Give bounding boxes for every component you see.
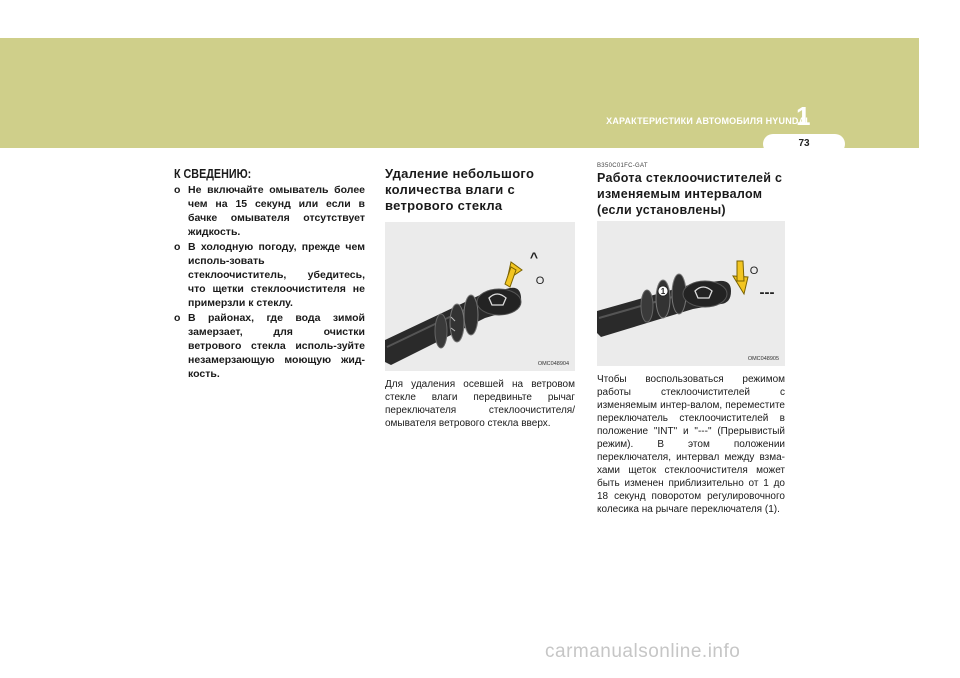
bullet: o [174, 241, 181, 253]
callout-1: 1 [660, 287, 666, 296]
chapter-title: ХАРАКТЕРИСТИКИ АВТОМОБИЛЯ HYUNDAI [606, 116, 808, 126]
o-label: O [749, 265, 759, 277]
wiper-lever-figure [385, 222, 575, 371]
caution-text: В холодную погоду, прежде чем исполь-зовать стеклоочиститель, убедитесь, что щетки стеклоочистителя не примерзли к стеклу. [188, 241, 365, 309]
wiper-lever-illustration [385, 222, 575, 371]
watermark: carmanualsonline.info [545, 641, 741, 662]
caution-text: Не включайте омыватель более чем на 15 секунд или если в бачке омывателя отсутствует жидкость. [188, 184, 365, 238]
page-number: 73 [798, 138, 810, 149]
mist-section-title: Удаление небольшого количества влаги с ветрового стекла [385, 166, 535, 213]
figure-code: OMC048904 [537, 361, 569, 367]
header-band [0, 38, 919, 148]
dash-label: --- [759, 284, 775, 301]
page-tab [763, 134, 845, 154]
caution-list [174, 183, 365, 381]
intermittent-section-title: Работа стеклоочистителей с изменяемым интервалом (если установлены) [597, 171, 783, 217]
o-label: O [535, 275, 545, 287]
bullet: o [174, 184, 181, 196]
intermittent-section [597, 163, 785, 516]
caution-item [174, 240, 365, 310]
chapter-number: 1 [796, 101, 811, 131]
caution-text: В районах, где вода зимой замерзает, для очистки ветрового стекла исполь-зуйте незамерзающую моющую жид-кость. [188, 312, 365, 380]
section-code: B350C01FC-GAT [597, 163, 648, 169]
figure-code: OMC048905 [747, 356, 779, 362]
caution-item [174, 183, 365, 239]
bullet: o [174, 312, 181, 324]
intermittent-lever-illustration [597, 221, 785, 366]
intermittent-lever-figure [597, 221, 785, 366]
caution-box [174, 167, 365, 382]
caution-title: К СВЕДЕНИЮ: [174, 167, 252, 181]
up-arrow-label: ^ [529, 249, 539, 265]
caution-item [174, 311, 365, 381]
mist-section [385, 166, 575, 430]
mist-section-body: Для удаления осевшей на ветровом стекле влаги передвиньте рычаг переключателя стеклоочистителя/ омывателя ветрового стекла вверх. [385, 379, 575, 429]
intermittent-section-body: Чтобы воспользоваться режимом работы стеклоочистителей с изменяемым интер-валом, переместите переключатель стеклоочистителей в положение "INT" и "---" (Прерывистый режим). В этом положении переключателя, интервал между взма-хами щеток стеклоочистителя может быть изменен приблизительно от 1 до 18 секунд поворотом регулировочного колесика на рычаге переключателя (1). [597, 374, 785, 515]
